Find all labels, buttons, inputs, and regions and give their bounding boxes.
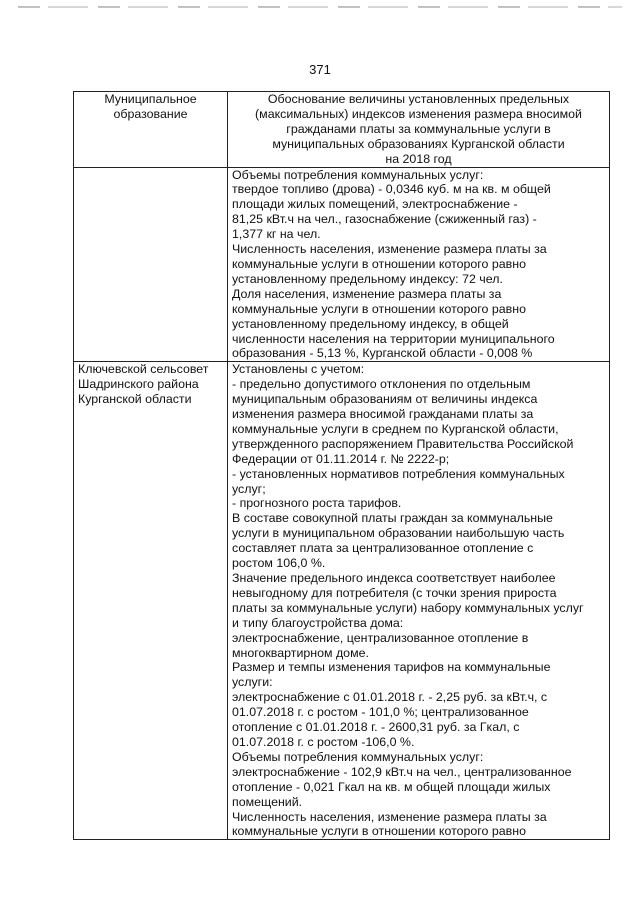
text-line: электроснабжение, централизованное отопление в xyxy=(232,630,529,645)
text-line: коммунальные услуги в отношении которого равно xyxy=(232,301,526,316)
text-line: Курганской области xyxy=(78,392,192,407)
text-line: Объемы потребления коммунальных услуг: xyxy=(232,167,484,182)
text-line: Численность населения, изменение размера платы за xyxy=(232,242,547,257)
text-line: Федерации от 01.11.2014 г. № 2222-р; xyxy=(232,451,450,466)
row1-justification xyxy=(228,167,610,362)
row2-justification xyxy=(228,362,610,840)
text-line: Доля населения, изменение размера платы за xyxy=(232,286,502,301)
text-line: Обоснование величины установленных предельных xyxy=(267,92,570,106)
text-line: электроснабжение с 01.01.2018 г. - 2,25 руб. за кВт.ч, с xyxy=(232,690,548,705)
text-line: муниципальных образованиях Курганской области xyxy=(272,136,565,151)
text-line: муниципальным образованиям от величины индекса xyxy=(232,392,538,407)
row1-municipality xyxy=(74,167,228,362)
text-line: 81,25 кВт.ч на чел., газоснабжение (сжиженный газ) - xyxy=(232,212,537,227)
text-line: установленному предельному индексу, в общей xyxy=(232,316,509,331)
text-line: Размер и темпы изменения тарифов на коммунальные xyxy=(232,660,551,675)
text-line: Муниципальное xyxy=(104,92,197,106)
text-line: 01.07.2018 г. с ростом - 101,0 %; централизованное xyxy=(232,705,529,720)
text-line: образование xyxy=(113,106,188,121)
table-header-row xyxy=(74,92,610,168)
text-line: Численность населения, изменение размера платы за xyxy=(232,809,547,824)
text-line: Объемы потребления коммунальных услуг: xyxy=(232,749,484,764)
text-line: утвержденного распоряжением Правительства Российской xyxy=(232,436,574,451)
text-line: - установленных нормативов потребления коммунальных xyxy=(232,466,565,481)
scan-artifact-top xyxy=(18,6,622,8)
text-line: составляет плата за централизованное отопление с xyxy=(232,541,534,556)
text-line: коммунальные услуги в отношении которого равно xyxy=(232,256,526,271)
text-line: численности населения на территории муниципального xyxy=(232,331,555,346)
text-line: услуги в муниципальном образовании наибольшую часть xyxy=(232,526,565,541)
text-line: площади жилых помещений, электроснабжение - xyxy=(232,197,518,212)
header-municipality xyxy=(74,92,228,168)
header-justification xyxy=(228,92,610,168)
table-row xyxy=(74,362,610,840)
text-line: услуги: xyxy=(232,675,273,690)
text-line: гражданами платы за коммунальные услуги в xyxy=(286,121,551,136)
text-line: на 2018 год xyxy=(385,151,452,166)
text-line: образования - 5,13 %, Курганской области - 0,008 % xyxy=(232,346,533,361)
text-line: помещений. xyxy=(232,794,303,809)
justification-table xyxy=(73,91,610,840)
text-line: и типу благоустройства дома: xyxy=(232,615,404,630)
row2-municipality xyxy=(74,362,228,840)
table-row xyxy=(74,167,610,362)
text-line: невыгодному для потребителя (с точки зрения прироста xyxy=(232,585,557,600)
text-line: отопление - 0,021 Гкал на кв. м общей площади жилых xyxy=(232,779,551,794)
text-line: отопление с 01.01.2018 г. - 2600,31 руб. за Гкал, с xyxy=(232,720,520,735)
text-line: Шадринского района xyxy=(78,377,199,392)
text-line: установленному предельному индексу: 72 чел. xyxy=(232,271,503,286)
text-line: платы за коммунальные услуги) набору коммунальных услуг xyxy=(232,600,584,615)
text-line: изменения размера вносимой гражданами платы за xyxy=(232,407,534,422)
text-line: Установлены с учетом: xyxy=(232,362,365,377)
text-line: - прогнозного роста тарифов. xyxy=(232,496,402,511)
text-line: коммунальные услуги в отношении которого равно xyxy=(232,824,526,839)
text-line: электроснабжение - 102,9 кВт.ч на чел., централизованное xyxy=(232,764,572,779)
text-line: (максимальных) индексов изменения размера вносимой xyxy=(255,106,582,121)
text-line: Значение предельного индекса соответствует наиболее xyxy=(232,571,556,585)
text-line: многоквартирном доме. xyxy=(232,645,369,660)
page-number: 371 xyxy=(309,62,331,77)
text-line: 1,377 кг на чел. xyxy=(232,227,321,242)
text-line: В составе совокупной платы граждан за коммунальные xyxy=(232,511,553,526)
text-line: 01.07.2018 г. с ростом -106,0 %. xyxy=(232,734,415,749)
text-line: твердое топливо (дрова) - 0,0346 куб. м на кв. м общей xyxy=(232,182,551,197)
text-line: ростом 106,0 %. xyxy=(232,556,326,571)
text-line: услуг; xyxy=(232,481,266,496)
text-line: - предельно допустимого отклонения по отдельным xyxy=(232,377,531,392)
text-line: коммунальные услуги в среднем по Курганской области, xyxy=(232,421,559,436)
text-line: Ключевской сельсовет xyxy=(78,362,209,377)
